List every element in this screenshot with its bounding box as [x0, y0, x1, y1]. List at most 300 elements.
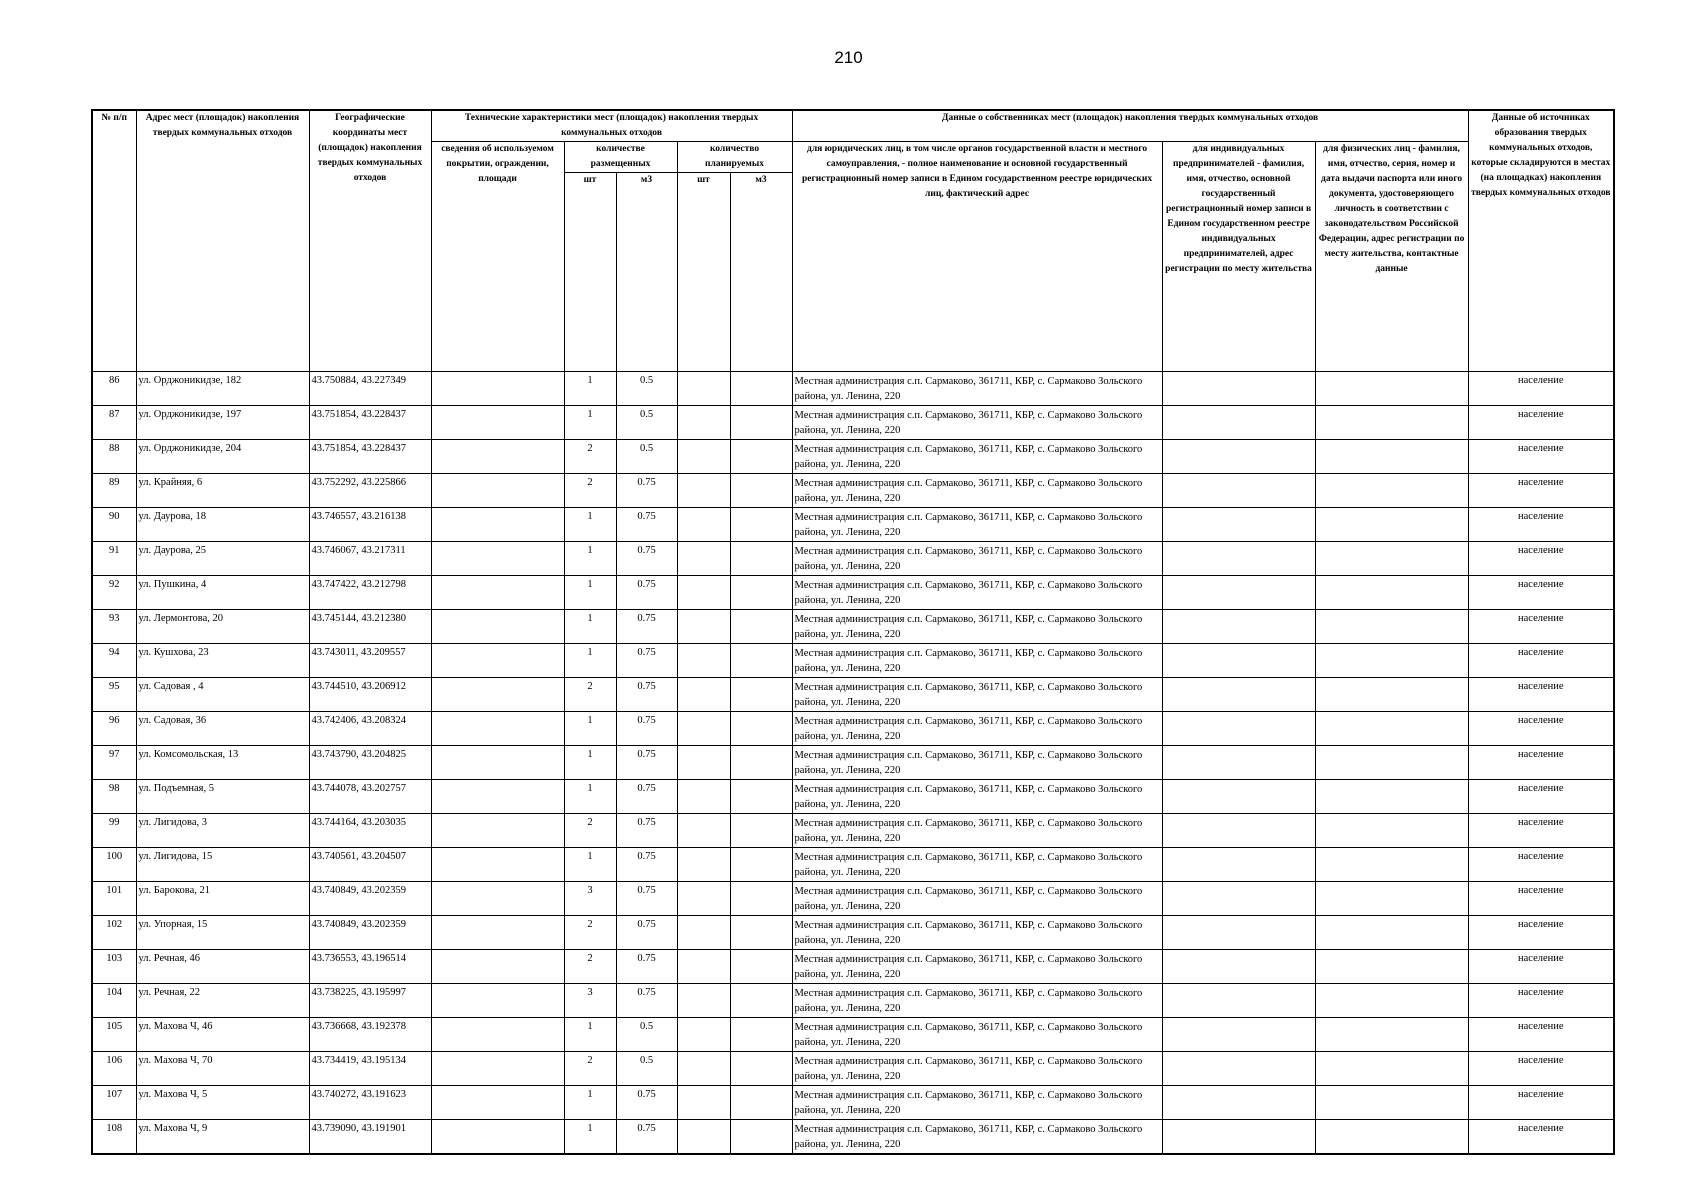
cell-owner: Местная администрация с.п. Сармаково, 361711, КБР, с. Сармаково Зольского района, ул. Ленина, 220 — [792, 814, 1162, 848]
cell-cover — [431, 678, 564, 712]
cell-cover — [431, 508, 564, 542]
cell-owner-phys — [1315, 508, 1468, 542]
cell-pcs: 1 — [564, 848, 616, 882]
cell-source: население — [1468, 406, 1614, 440]
table-row — [92, 1120, 1614, 1155]
cell-owner: Местная администрация с.п. Сармаково, 361711, КБР, с. Сармаково Зольского района, ул. Ленина, 220 — [792, 474, 1162, 508]
cell-m3: 0.75 — [616, 644, 677, 678]
cell-coords: 43.746067, 43.217311 — [309, 542, 431, 576]
cell-m3: 0.75 — [616, 984, 677, 1018]
table-row — [92, 882, 1614, 916]
cell-plan-pcs — [677, 916, 730, 950]
cell-plan-pcs — [677, 882, 730, 916]
table-row — [92, 848, 1614, 882]
cell-owner: Местная администрация с.п. Сармаково, 361711, КБР, с. Сармаково Зольского района, ул. Ленина, 220 — [792, 610, 1162, 644]
cell-address: ул. Орджоникидзе, 182 — [136, 372, 309, 406]
cell-m3: 0.5 — [616, 1018, 677, 1052]
header-owner-phys: для физических лиц - фамилия, имя, отчество, серия, номер и дата выдачи паспорта или иного документа, удостоверяющего личность в соответствии с законодательством Российской Федерации, адрес регистрации по месту жительства, контактные данные — [1315, 142, 1468, 372]
cell-m3: 0.75 — [616, 882, 677, 916]
cell-plan-m3 — [730, 542, 792, 576]
cell-plan-m3 — [730, 916, 792, 950]
cell-num: 102 — [92, 916, 136, 950]
cell-pcs: 2 — [564, 950, 616, 984]
table-row — [92, 678, 1614, 712]
table-body — [92, 372, 1614, 1155]
cell-plan-pcs — [677, 644, 730, 678]
cell-owner-phys — [1315, 610, 1468, 644]
cell-plan-m3 — [730, 576, 792, 610]
cell-source: население — [1468, 848, 1614, 882]
cell-plan-pcs — [677, 474, 730, 508]
header-tech-placed: количестве размещенных — [564, 142, 677, 173]
cell-source: население — [1468, 746, 1614, 780]
cell-num: 104 — [92, 984, 136, 1018]
table-row — [92, 542, 1614, 576]
cell-num: 99 — [92, 814, 136, 848]
cell-num: 96 — [92, 712, 136, 746]
cell-num: 95 — [92, 678, 136, 712]
cell-pcs: 3 — [564, 882, 616, 916]
cell-plan-pcs — [677, 576, 730, 610]
cell-owner: Местная администрация с.п. Сармаково, 361711, КБР, с. Сармаково Зольского района, ул. Ленина, 220 — [792, 916, 1162, 950]
cell-source: население — [1468, 576, 1614, 610]
header-owner-ip: для индивидуальных предпринимателей - фамилия, имя, отчество, основной государственный регистрационный номер записи в Едином государственном реестре индивидуальных предпринимателей, адрес регистрации по месту жительства — [1162, 142, 1315, 372]
cell-address: ул. Махова Ч, 5 — [136, 1086, 309, 1120]
cell-address: ул. Даурова, 25 — [136, 542, 309, 576]
cell-plan-m3 — [730, 712, 792, 746]
cell-owner-phys — [1315, 678, 1468, 712]
cell-address: ул. Орджоникидзе, 197 — [136, 406, 309, 440]
cell-coords: 43.752292, 43.225866 — [309, 474, 431, 508]
cell-plan-pcs — [677, 406, 730, 440]
cell-address: ул. Речная, 46 — [136, 950, 309, 984]
cell-num: 97 — [92, 746, 136, 780]
header-tech: Технические характеристики мест (площадок) накопления твердых коммунальных отходов — [431, 110, 792, 142]
cell-address: ул. Махова Ч, 46 — [136, 1018, 309, 1052]
table-row — [92, 1086, 1614, 1120]
cell-m3: 0.75 — [616, 1120, 677, 1155]
cell-pcs: 1 — [564, 610, 616, 644]
header-planned-pcs: шт — [677, 173, 730, 372]
cell-owner-ip — [1162, 508, 1315, 542]
cell-pcs: 1 — [564, 576, 616, 610]
cell-owner: Местная администрация с.п. Сармаково, 361711, КБР, с. Сармаково Зольского района, ул. Ленина, 220 — [792, 372, 1162, 406]
cell-coords: 43.740561, 43.204507 — [309, 848, 431, 882]
cell-source: население — [1468, 712, 1614, 746]
cell-pcs: 1 — [564, 1018, 616, 1052]
cell-m3: 0.5 — [616, 372, 677, 406]
cell-plan-m3 — [730, 440, 792, 474]
cell-address: ул. Кушхова, 23 — [136, 644, 309, 678]
cell-address: ул. Орджоникидзе, 204 — [136, 440, 309, 474]
cell-owner-phys — [1315, 950, 1468, 984]
cell-owner-ip — [1162, 780, 1315, 814]
cell-owner-phys — [1315, 746, 1468, 780]
cell-cover — [431, 712, 564, 746]
table-row — [92, 406, 1614, 440]
cell-coords: 43.742406, 43.208324 — [309, 712, 431, 746]
cell-num: 89 — [92, 474, 136, 508]
cell-cover — [431, 950, 564, 984]
cell-plan-pcs — [677, 440, 730, 474]
cell-source: население — [1468, 1086, 1614, 1120]
table-row — [92, 712, 1614, 746]
cell-owner-phys — [1315, 372, 1468, 406]
cell-owner-ip — [1162, 1086, 1315, 1120]
cell-pcs: 1 — [564, 780, 616, 814]
cell-address: ул. Лигидова, 3 — [136, 814, 309, 848]
cell-owner-ip — [1162, 644, 1315, 678]
cell-coords: 43.743790, 43.204825 — [309, 746, 431, 780]
cell-coords: 43.751854, 43.228437 — [309, 406, 431, 440]
header-num: № п/п — [92, 110, 136, 372]
cell-m3: 0.75 — [616, 474, 677, 508]
cell-plan-m3 — [730, 644, 792, 678]
cell-owner-phys — [1315, 1120, 1468, 1155]
cell-num: 90 — [92, 508, 136, 542]
table-row — [92, 440, 1614, 474]
cell-plan-pcs — [677, 848, 730, 882]
cell-m3: 0.5 — [616, 1052, 677, 1086]
cell-address: ул. Пушкина, 4 — [136, 576, 309, 610]
cell-coords: 43.734419, 43.195134 — [309, 1052, 431, 1086]
cell-plan-pcs — [677, 508, 730, 542]
cell-cover — [431, 916, 564, 950]
cell-plan-m3 — [730, 780, 792, 814]
cell-owner-phys — [1315, 1086, 1468, 1120]
cell-plan-m3 — [730, 984, 792, 1018]
header-coords: Географические координаты мест (площадок) накопления твердых коммунальных отходов — [309, 110, 431, 372]
cell-owner: Местная администрация с.п. Сармаково, 361711, КБР, с. Сармаково Зольского района, ул. Ленина, 220 — [792, 678, 1162, 712]
cell-owner-phys — [1315, 984, 1468, 1018]
cell-plan-pcs — [677, 1052, 730, 1086]
cell-owner-ip — [1162, 882, 1315, 916]
cell-plan-pcs — [677, 746, 730, 780]
cell-num: 92 — [92, 576, 136, 610]
cell-pcs: 1 — [564, 1086, 616, 1120]
cell-owner-phys — [1315, 1018, 1468, 1052]
table-row — [92, 372, 1614, 406]
cell-owner-ip — [1162, 848, 1315, 882]
table-row — [92, 576, 1614, 610]
cell-plan-m3 — [730, 372, 792, 406]
cell-source: население — [1468, 1018, 1614, 1052]
cell-plan-pcs — [677, 780, 730, 814]
cell-owner-ip — [1162, 372, 1315, 406]
header-address: Адрес мест (площадок) накопления твердых коммунальных отходов — [136, 110, 309, 372]
cell-plan-pcs — [677, 1018, 730, 1052]
cell-owner: Местная администрация с.п. Сармаково, 361711, КБР, с. Сармаково Зольского района, ул. Ленина, 220 — [792, 1018, 1162, 1052]
cell-pcs: 2 — [564, 814, 616, 848]
cell-address: ул. Подъемная, 5 — [136, 780, 309, 814]
table-row — [92, 814, 1614, 848]
cell-address: ул. Комсомольская, 13 — [136, 746, 309, 780]
cell-plan-pcs — [677, 372, 730, 406]
cell-cover — [431, 814, 564, 848]
cell-pcs: 1 — [564, 746, 616, 780]
cell-cover — [431, 746, 564, 780]
table-row — [92, 474, 1614, 508]
table-row — [92, 1052, 1614, 1086]
cell-coords: 43.736668, 43.192378 — [309, 1018, 431, 1052]
cell-source: население — [1468, 474, 1614, 508]
cell-pcs: 1 — [564, 508, 616, 542]
cell-owner-phys — [1315, 644, 1468, 678]
cell-num: 108 — [92, 1120, 136, 1155]
cell-coords: 43.745144, 43.212380 — [309, 610, 431, 644]
cell-num: 100 — [92, 848, 136, 882]
table-row — [92, 950, 1614, 984]
cell-cover — [431, 882, 564, 916]
cell-num: 105 — [92, 1018, 136, 1052]
cell-m3: 0.75 — [616, 780, 677, 814]
cell-plan-m3 — [730, 1086, 792, 1120]
cell-address: ул. Барокова, 21 — [136, 882, 309, 916]
cell-owner-phys — [1315, 474, 1468, 508]
cell-owner-phys — [1315, 542, 1468, 576]
cell-owner-ip — [1162, 814, 1315, 848]
cell-owner-ip — [1162, 712, 1315, 746]
cell-owner-ip — [1162, 1052, 1315, 1086]
cell-owner-ip — [1162, 950, 1315, 984]
cell-pcs: 1 — [564, 542, 616, 576]
cell-source: население — [1468, 814, 1614, 848]
cell-source: население — [1468, 644, 1614, 678]
cell-plan-m3 — [730, 1052, 792, 1086]
cell-plan-pcs — [677, 1086, 730, 1120]
cell-owner: Местная администрация с.п. Сармаково, 361711, КБР, с. Сармаково Зольского района, ул. Ленина, 220 — [792, 508, 1162, 542]
cell-owner: Местная администрация с.п. Сармаково, 361711, КБР, с. Сармаково Зольского района, ул. Ленина, 220 — [792, 950, 1162, 984]
cell-coords: 43.744510, 43.206912 — [309, 678, 431, 712]
cell-owner: Местная администрация с.п. Сармаково, 361711, КБР, с. Сармаково Зольского района, ул. Ленина, 220 — [792, 780, 1162, 814]
cell-owner: Местная администрация с.п. Сармаково, 361711, КБР, с. Сармаково Зольского района, ул. Ленина, 220 — [792, 1120, 1162, 1155]
cell-m3: 0.75 — [616, 508, 677, 542]
cell-coords: 43.746557, 43.216138 — [309, 508, 431, 542]
cell-pcs: 1 — [564, 644, 616, 678]
cell-pcs: 1 — [564, 406, 616, 440]
cell-owner-phys — [1315, 916, 1468, 950]
cell-owner: Местная администрация с.п. Сармаково, 361711, КБР, с. Сармаково Зольского района, ул. Ленина, 220 — [792, 542, 1162, 576]
cell-owner-ip — [1162, 406, 1315, 440]
cell-coords: 43.738225, 43.195997 — [309, 984, 431, 1018]
cell-source: население — [1468, 440, 1614, 474]
cell-plan-m3 — [730, 814, 792, 848]
cell-pcs: 1 — [564, 372, 616, 406]
cell-owner: Местная администрация с.п. Сармаково, 361711, КБР, с. Сармаково Зольского района, ул. Ленина, 220 — [792, 712, 1162, 746]
cell-m3: 0.75 — [616, 678, 677, 712]
cell-source: население — [1468, 508, 1614, 542]
header-planned-m3: м3 — [730, 173, 792, 372]
cell-num: 101 — [92, 882, 136, 916]
cell-source: население — [1468, 780, 1614, 814]
cell-coords: 43.744078, 43.202757 — [309, 780, 431, 814]
table-row — [92, 746, 1614, 780]
cell-owner-ip — [1162, 440, 1315, 474]
cell-owner-phys — [1315, 712, 1468, 746]
cell-m3: 0.75 — [616, 610, 677, 644]
cell-coords: 43.743011, 43.209557 — [309, 644, 431, 678]
cell-address: ул. Лигидова, 15 — [136, 848, 309, 882]
cell-cover — [431, 576, 564, 610]
header-placed-pcs: шт — [564, 173, 616, 372]
cell-num: 87 — [92, 406, 136, 440]
cell-plan-m3 — [730, 848, 792, 882]
header-owner-legal: для юридических лиц, в том числе органов государственной власти и местного самоуправления, - полное наименование и основной государственный регистрационный номер записи в Едином государственном реестре юридических лиц, фактический адрес — [792, 142, 1162, 372]
cell-cover — [431, 1086, 564, 1120]
cell-plan-m3 — [730, 1018, 792, 1052]
cell-plan-pcs — [677, 610, 730, 644]
header-tech-cover: сведения об используемом покрытии, ограждении, площади — [431, 142, 564, 372]
table-row — [92, 916, 1614, 950]
cell-m3: 0.5 — [616, 440, 677, 474]
cell-address: ул. Упорная, 15 — [136, 916, 309, 950]
cell-source: население — [1468, 372, 1614, 406]
cell-source: население — [1468, 678, 1614, 712]
cell-coords: 43.751854, 43.228437 — [309, 440, 431, 474]
cell-coords: 43.747422, 43.212798 — [309, 576, 431, 610]
cell-plan-pcs — [677, 542, 730, 576]
cell-owner-phys — [1315, 1052, 1468, 1086]
cell-coords: 43.740272, 43.191623 — [309, 1086, 431, 1120]
cell-pcs: 1 — [564, 1120, 616, 1155]
cell-m3: 0.75 — [616, 576, 677, 610]
cell-owner-ip — [1162, 1120, 1315, 1155]
table-row — [92, 508, 1614, 542]
cell-pcs: 2 — [564, 1052, 616, 1086]
cell-m3: 0.75 — [616, 950, 677, 984]
header-placed-m3: м3 — [616, 173, 677, 372]
cell-plan-pcs — [677, 1120, 730, 1155]
cell-owner-phys — [1315, 576, 1468, 610]
cell-coords: 43.739090, 43.191901 — [309, 1120, 431, 1155]
cell-pcs: 1 — [564, 712, 616, 746]
header-owners: Данные о собственниках мест (площадок) накопления твердых коммунальных отходов — [792, 110, 1468, 142]
cell-owner-ip — [1162, 984, 1315, 1018]
cell-address: ул. Лермонтова, 20 — [136, 610, 309, 644]
cell-address: ул. Садовая , 4 — [136, 678, 309, 712]
table-row — [92, 644, 1614, 678]
cell-m3: 0.75 — [616, 814, 677, 848]
table-row — [92, 610, 1614, 644]
cell-pcs: 2 — [564, 678, 616, 712]
cell-owner: Местная администрация с.п. Сармаково, 361711, КБР, с. Сармаково Зольского района, ул. Ленина, 220 — [792, 746, 1162, 780]
cell-plan-m3 — [730, 882, 792, 916]
cell-m3: 0.75 — [616, 916, 677, 950]
cell-num: 86 — [92, 372, 136, 406]
header-sources: Данные об источниках образования твердых коммунальных отходов, которые складируются в местах (на площадках) накопления твердых коммунальных отходов — [1468, 110, 1614, 372]
cell-cover — [431, 644, 564, 678]
cell-owner: Местная администрация с.п. Сармаково, 361711, КБР, с. Сармаково Зольского района, ул. Ленина, 220 — [792, 882, 1162, 916]
cell-coords: 43.740849, 43.202359 — [309, 882, 431, 916]
cell-source: население — [1468, 882, 1614, 916]
cell-plan-m3 — [730, 508, 792, 542]
cell-owner: Местная администрация с.п. Сармаково, 361711, КБР, с. Сармаково Зольского района, ул. Ленина, 220 — [792, 576, 1162, 610]
cell-cover — [431, 1052, 564, 1086]
cell-source: население — [1468, 984, 1614, 1018]
cell-address: ул. Речная, 22 — [136, 984, 309, 1018]
cell-owner-ip — [1162, 610, 1315, 644]
cell-owner-ip — [1162, 678, 1315, 712]
cell-owner: Местная администрация с.п. Сармаково, 361711, КБР, с. Сармаково Зольского района, ул. Ленина, 220 — [792, 440, 1162, 474]
table-row — [92, 780, 1614, 814]
cell-plan-m3 — [730, 610, 792, 644]
cell-m3: 0.75 — [616, 542, 677, 576]
cell-m3: 0.75 — [616, 712, 677, 746]
cell-m3: 0.75 — [616, 746, 677, 780]
cell-plan-m3 — [730, 746, 792, 780]
cell-coords: 43.736553, 43.196514 — [309, 950, 431, 984]
cell-m3: 0.75 — [616, 848, 677, 882]
cell-owner-phys — [1315, 882, 1468, 916]
cell-owner-ip — [1162, 746, 1315, 780]
cell-owner: Местная администрация с.п. Сармаково, 361711, КБР, с. Сармаково Зольского района, ул. Ленина, 220 — [792, 984, 1162, 1018]
cell-pcs: 2 — [564, 916, 616, 950]
cell-cover — [431, 780, 564, 814]
cell-cover — [431, 474, 564, 508]
cell-owner: Местная администрация с.п. Сармаково, 361711, КБР, с. Сармаково Зольского района, ул. Ленина, 220 — [792, 406, 1162, 440]
cell-num: 94 — [92, 644, 136, 678]
cell-plan-pcs — [677, 712, 730, 746]
cell-owner-phys — [1315, 814, 1468, 848]
cell-num: 91 — [92, 542, 136, 576]
cell-source: население — [1468, 610, 1614, 644]
cell-num: 93 — [92, 610, 136, 644]
cell-address: ул. Садовая, 36 — [136, 712, 309, 746]
cell-cover — [431, 542, 564, 576]
cell-pcs: 3 — [564, 984, 616, 1018]
cell-plan-m3 — [730, 678, 792, 712]
cell-owner-ip — [1162, 916, 1315, 950]
cell-owner-ip — [1162, 1018, 1315, 1052]
cell-plan-m3 — [730, 474, 792, 508]
cell-cover — [431, 440, 564, 474]
cell-address: ул. Крайняя, 6 — [136, 474, 309, 508]
cell-plan-pcs — [677, 814, 730, 848]
cell-plan-pcs — [677, 950, 730, 984]
table-row — [92, 984, 1614, 1018]
cell-coords: 43.744164, 43.203035 — [309, 814, 431, 848]
cell-plan-m3 — [730, 1120, 792, 1155]
cell-pcs: 2 — [564, 440, 616, 474]
table-row — [92, 1018, 1614, 1052]
cell-address: ул. Даурова, 18 — [136, 508, 309, 542]
cell-num: 106 — [92, 1052, 136, 1086]
cell-m3: 0.5 — [616, 406, 677, 440]
cell-cover — [431, 1018, 564, 1052]
cell-owner-phys — [1315, 406, 1468, 440]
cell-pcs: 2 — [564, 474, 616, 508]
cell-owner: Местная администрация с.п. Сармаково, 361711, КБР, с. Сармаково Зольского района, ул. Ленина, 220 — [792, 1086, 1162, 1120]
cell-owner: Местная администрация с.п. Сармаково, 361711, КБР, с. Сармаково Зольского района, ул. Ленина, 220 — [792, 644, 1162, 678]
cell-owner-ip — [1162, 576, 1315, 610]
cell-plan-m3 — [730, 950, 792, 984]
cell-num: 88 — [92, 440, 136, 474]
cell-num: 107 — [92, 1086, 136, 1120]
cell-source: население — [1468, 1120, 1614, 1155]
cell-address: ул. Махова Ч, 70 — [136, 1052, 309, 1086]
cell-cover — [431, 1120, 564, 1155]
cell-plan-pcs — [677, 678, 730, 712]
cell-owner-phys — [1315, 440, 1468, 474]
cell-owner-phys — [1315, 780, 1468, 814]
waste-sites-table — [91, 109, 1615, 1155]
cell-cover — [431, 406, 564, 440]
cell-address: ул. Махова Ч, 9 — [136, 1120, 309, 1155]
cell-m3: 0.75 — [616, 1086, 677, 1120]
cell-owner: Местная администрация с.п. Сармаково, 361711, КБР, с. Сармаково Зольского района, ул. Ленина, 220 — [792, 848, 1162, 882]
header-tech-planned: количество планируемых — [677, 142, 792, 173]
cell-coords: 43.750884, 43.227349 — [309, 372, 431, 406]
